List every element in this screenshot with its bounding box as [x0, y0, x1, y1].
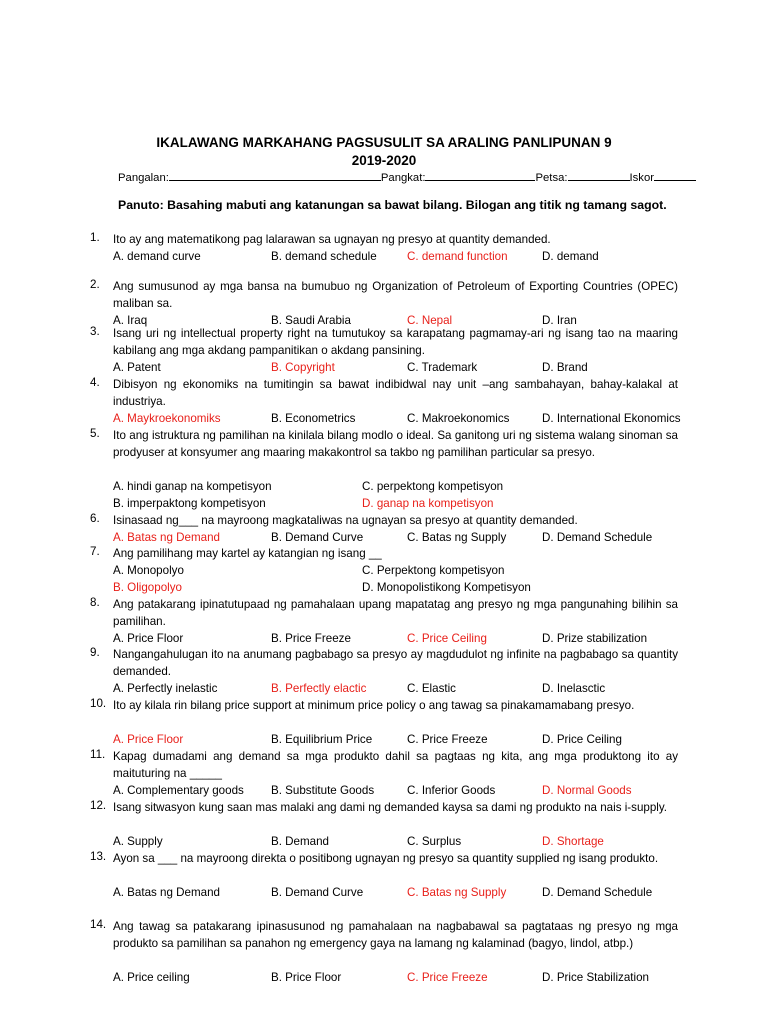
- option-d[interactable]: D. Demand Schedule: [542, 886, 653, 899]
- option-c[interactable]: C. Nepal: [407, 314, 453, 327]
- name-label: Pangalan:: [118, 172, 169, 184]
- option-a[interactable]: A. Price Floor: [113, 733, 184, 746]
- question-text: Isinasaad ng___ na mayroong magkataliwas na ugnayan sa presyo at quantity demanded.: [113, 514, 578, 527]
- question-number: 14.: [90, 918, 107, 931]
- question-number: 9.: [90, 646, 100, 659]
- question-number: 12.: [90, 799, 107, 812]
- exam-title: IKALAWANG MARKAHANG PAGSUSULIT SA ARALING PANLIPUNAN 9: [156, 135, 612, 150]
- option-d[interactable]: D. Shortage: [542, 835, 604, 848]
- option-c[interactable]: C. Inferior Goods: [407, 784, 496, 797]
- option-b[interactable]: B. Price Freeze: [271, 632, 351, 645]
- school-year: 2019-2020: [351, 153, 417, 168]
- option-d[interactable]: D. Brand: [542, 361, 588, 374]
- option-a[interactable]: A. Supply: [113, 835, 163, 848]
- option-d[interactable]: D. International Ekonomics: [542, 412, 681, 425]
- option-b[interactable]: B. Demand Curve: [271, 531, 364, 544]
- option-a[interactable]: A. hindi ganap na kompetisyon: [113, 480, 272, 493]
- option-b[interactable]: B. Econometrics: [271, 412, 356, 425]
- name-blank[interactable]: [169, 169, 381, 181]
- question-number: 8.: [90, 596, 100, 609]
- instructions: Panuto: Basahing mabuti ang katanungan sa bawat bilang. Bilogan ang titik ng tamang sagot.: [118, 198, 667, 212]
- option-b[interactable]: B. Saudi Arabia: [271, 314, 351, 327]
- option-c[interactable]: C. Price Ceiling: [407, 632, 487, 645]
- student-info-line: [118, 169, 683, 184]
- option-c[interactable]: C. Price Freeze: [407, 971, 488, 984]
- option-d[interactable]: D. Demand Schedule: [542, 531, 653, 544]
- option-b[interactable]: B. Copyright: [271, 361, 335, 374]
- option-d[interactable]: D. Monopolistikong Kompetisyon: [362, 581, 531, 594]
- question-number: 7.: [90, 545, 100, 558]
- option-b[interactable]: B. Equilibrium Price: [271, 733, 373, 746]
- option-a[interactable]: A. Price ceiling: [113, 971, 190, 984]
- grade-blank[interactable]: [425, 169, 535, 181]
- option-d[interactable]: D. Prize stabilization: [542, 632, 648, 645]
- date-label: Petsa:: [535, 172, 568, 184]
- option-a[interactable]: A. Maykroekonomiks: [113, 412, 221, 425]
- option-b[interactable]: B. Oligopolyo: [113, 581, 182, 594]
- option-b[interactable]: B. Substitute Goods: [271, 784, 375, 797]
- option-a[interactable]: A. Price Floor: [113, 632, 184, 645]
- question-text: Ang sumusunod ay mga bansa na bumubuo ng Organization of Petroleum of Exporting Countries (OPEC) maliban sa.: [113, 280, 678, 310]
- option-d[interactable]: D. Inelasctic: [542, 682, 606, 695]
- question-number: 1.: [90, 231, 100, 244]
- question-number: 4.: [90, 376, 100, 389]
- option-c[interactable]: C. Elastic: [407, 682, 456, 695]
- option-c[interactable]: C. perpektong kompetisyon: [362, 480, 504, 493]
- option-d[interactable]: D. demand: [542, 250, 599, 263]
- question-text: Dibisyon ng ekonomiks na tumitingin sa bawat indibidwal nay unit –ang sambahayan, bahay-kalakal at industriya.: [113, 378, 678, 408]
- option-a[interactable]: A. Monopolyo: [113, 564, 184, 577]
- option-d[interactable]: D. ganap na kompetisyon: [362, 497, 494, 510]
- question-number: 11.: [90, 748, 106, 761]
- question-text: Nangangahulugan ito na anumang pagbabago sa presyo ay magdudulot ng infinite na pagbabago sa quantity demanded.: [113, 648, 678, 678]
- question-text: Isang sitwasyon kung saan mas malaki ang dami ng demanded kaysa sa dami ng produkto na nais i-supply.: [113, 801, 668, 814]
- question-number: 2.: [90, 278, 100, 291]
- option-b[interactable]: B. imperpaktong kompetisyon: [113, 497, 266, 510]
- score-label: Iskor: [629, 172, 654, 184]
- option-c[interactable]: C. Perpektong kompetisyon: [362, 564, 505, 577]
- option-d[interactable]: D. Normal Goods: [542, 784, 632, 797]
- question-text: Kapag dumadami ang demand sa mga produkto dahil sa pagtaas ng kita, ang mga produktong ito ay maituturing na _____: [113, 750, 678, 780]
- question-number: 6.: [90, 512, 100, 525]
- option-d[interactable]: D. Price Stabilization: [542, 971, 649, 984]
- option-c[interactable]: C. Trademark: [407, 361, 478, 374]
- question-text: Ang tawag sa patakarang ipinasusunod ng pamahalaan na nagbabawal sa pagtataas ng presyo ng mga produkto sa pamilihan sa panahon ng emergency gaya na lamang ng kalaminad (bagyo, lindol, atbp.): [113, 920, 678, 950]
- option-d[interactable]: D. Price Ceiling: [542, 733, 622, 746]
- question-number: 3.: [90, 325, 100, 338]
- grade-label: Pangkat:: [380, 172, 426, 184]
- option-a[interactable]: A. Perfectly inelastic: [113, 682, 218, 695]
- option-b[interactable]: B. Demand: [271, 835, 329, 848]
- question-text: Ito ay kilala rin bilang price support at minimum price policy o ang tawag sa pinakamamabang presyo.: [113, 699, 635, 712]
- option-a[interactable]: A. Complementary goods: [113, 784, 244, 797]
- option-c[interactable]: C. Batas ng Supply: [407, 886, 507, 899]
- option-c[interactable]: C. Surplus: [407, 835, 462, 848]
- question-text: Ang pamilihang may kartel ay katangian ng isang __: [113, 547, 382, 560]
- option-b[interactable]: B. Perfectly elactic: [271, 682, 367, 695]
- option-b[interactable]: B. Price Floor: [271, 971, 342, 984]
- date-blank[interactable]: [568, 169, 630, 181]
- question-number: 10.: [90, 697, 107, 710]
- question-text: Ito ang istruktura ng pamilihan na kinilala bilang modlo o ideal. Sa ganitong uri ng sistema walang sinoman sa prodyuser at konsyumer ang maaring makakontrol sa takbo ng pamilihan particular sa presyo.: [113, 429, 678, 459]
- question-text: Ang patakarang ipinatutupaad ng pamahalaan upang mapatatag ang presyo ng mga pangunahing bilihin sa pamilihan.: [113, 598, 678, 628]
- question-text: Ito ay ang matematikong pag lalarawan sa ugnayan ng presyo at quantity demanded.: [113, 233, 551, 246]
- option-d[interactable]: D. Iran: [542, 314, 577, 327]
- option-c[interactable]: C. demand function: [407, 250, 508, 263]
- question-text: Isang uri ng intellectual property right na tumutukoy sa karapatang pagmamay-ari ng isang tao na maaring kabilang ang mga akdang pampanitikan o akdang pansining.: [113, 327, 678, 357]
- question-number: 5.: [90, 427, 100, 440]
- option-c[interactable]: C. Batas ng Supply: [407, 531, 507, 544]
- question-text: Ayon sa ___ na mayroong direkta o positibong ugnayan ng presyo sa quantity supplied ng isang produkto.: [113, 852, 659, 865]
- option-b[interactable]: B. Demand Curve: [271, 886, 364, 899]
- option-a[interactable]: A. Batas ng Demand: [113, 886, 220, 899]
- option-c[interactable]: C. Makroekonomics: [407, 412, 510, 425]
- option-a[interactable]: A. Batas ng Demand: [113, 531, 220, 544]
- score-blank[interactable]: [654, 169, 696, 181]
- option-a[interactable]: A. demand curve: [113, 250, 201, 263]
- option-c[interactable]: C. Price Freeze: [407, 733, 488, 746]
- option-b[interactable]: B. demand schedule: [271, 250, 377, 263]
- option-a[interactable]: A. Patent: [113, 361, 161, 374]
- option-a[interactable]: A. Iraq: [113, 314, 148, 327]
- question-number: 13.: [90, 850, 107, 863]
